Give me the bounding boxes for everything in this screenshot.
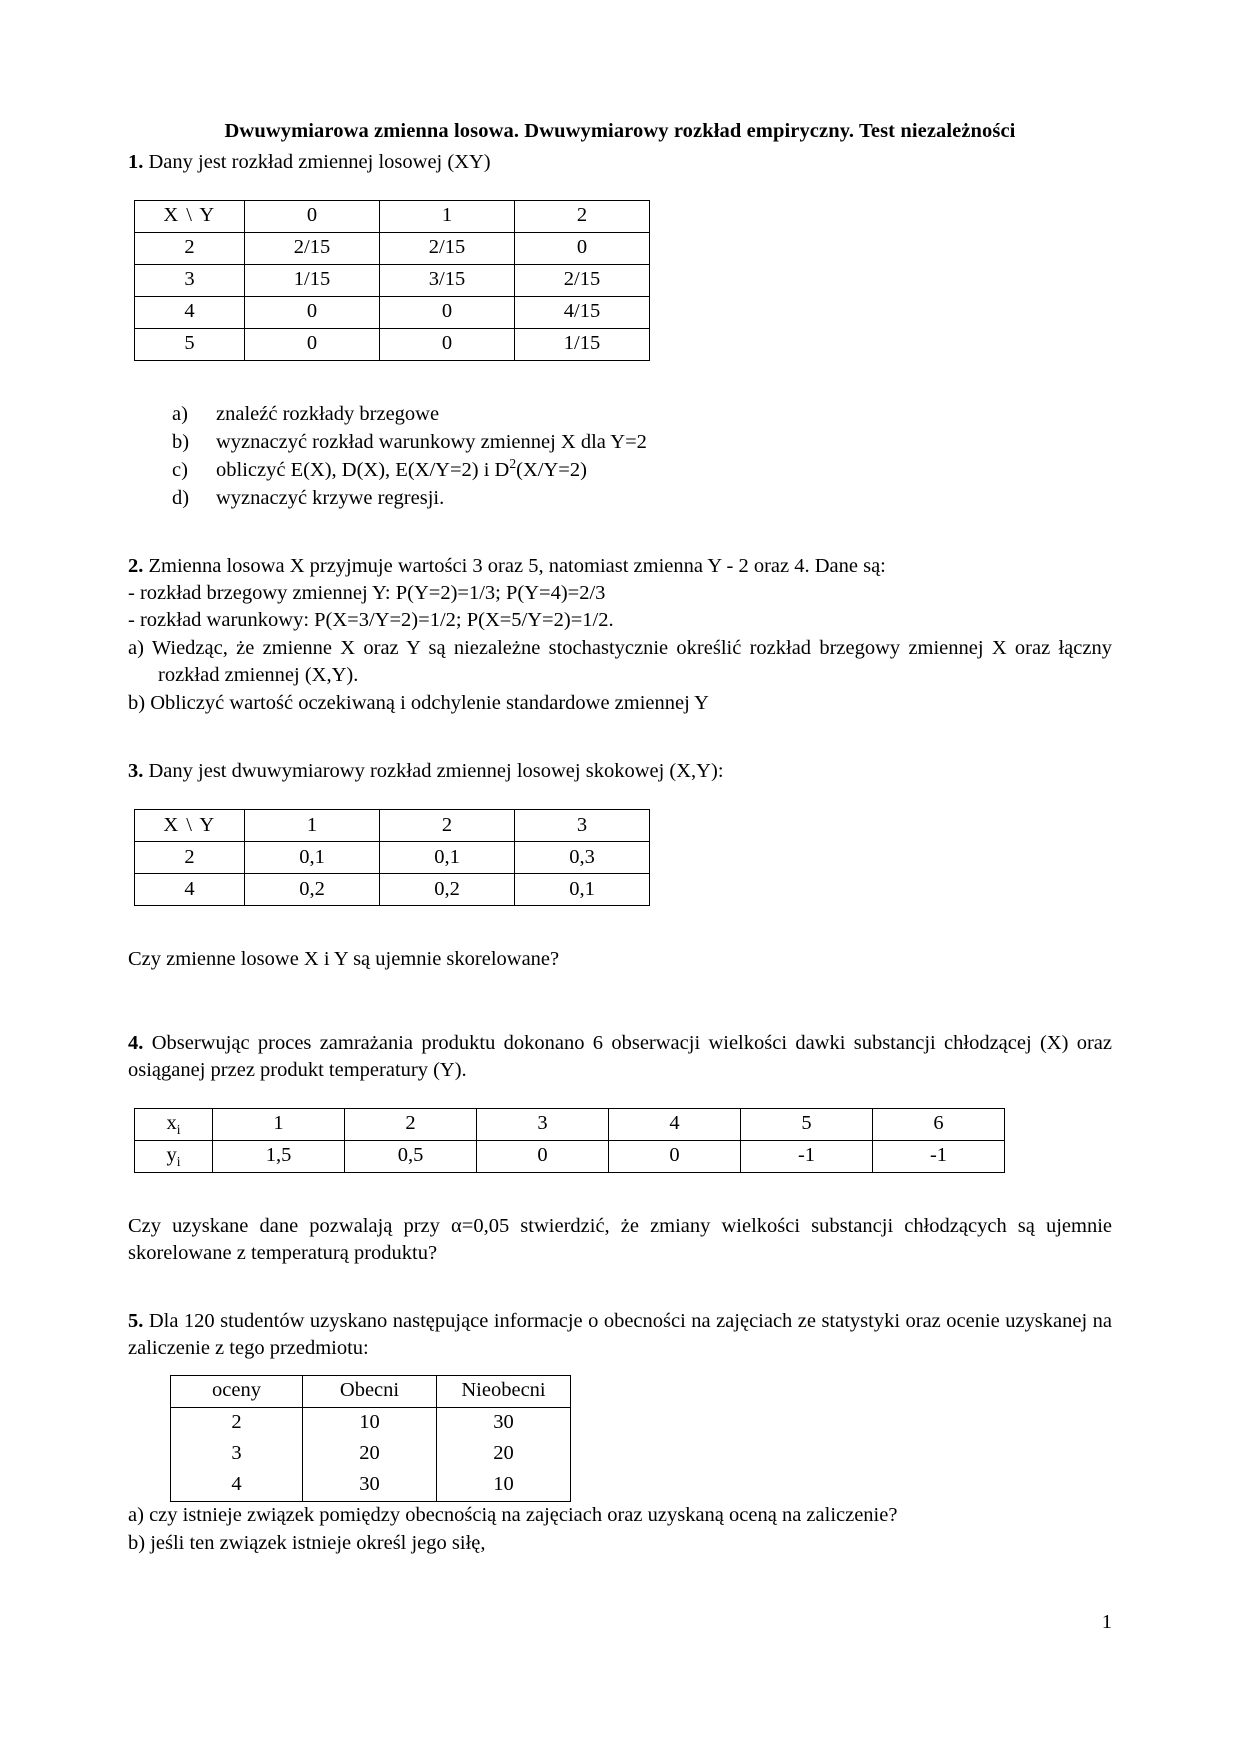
superscript-exponent: 2	[509, 456, 517, 472]
page-number: 1	[1101, 1611, 1112, 1633]
section-4-number: 4.	[128, 1031, 144, 1054]
table-header-cell: 1	[245, 810, 380, 842]
table-cell: 10	[303, 1408, 437, 1440]
section-1-heading	[128, 149, 1112, 176]
section-2-item-b	[128, 690, 1112, 718]
list-item-label: wyznaczyć rozkład warunkowy zmiennej X dla Y=2	[216, 431, 647, 454]
table-cell: 3	[477, 1109, 609, 1141]
section-4-heading	[128, 1030, 1112, 1085]
section-3-question: Czy zmienne losowe X i Y są ujemnie skorelowane?	[128, 948, 560, 971]
table-cell: 2/15	[515, 265, 650, 297]
table-cell: 20	[303, 1439, 437, 1470]
section-1-text: Dany jest rozkład zmiennej losowej (XY)	[148, 151, 491, 174]
table-cell: 0,1	[245, 842, 380, 874]
section-5-item-a	[128, 1502, 1112, 1530]
table-cell: 0	[245, 297, 380, 329]
table-cell: 20	[437, 1439, 571, 1470]
list-item-label: jeśli ten związek istnieje określ jego siłę,	[150, 1532, 486, 1555]
section-3-heading	[128, 758, 1112, 785]
table-cell: 4	[171, 1470, 303, 1502]
table-cell: 0,2	[245, 874, 380, 906]
table-cell: 2	[135, 842, 245, 874]
section-2-heading	[128, 553, 1112, 580]
table-cell: 5	[741, 1109, 873, 1141]
row-label-xi: $x_i$	[135, 1109, 213, 1141]
list-item	[172, 429, 1112, 457]
table-cell: 0	[477, 1141, 609, 1173]
table-cell: 4	[609, 1109, 741, 1141]
table-row	[135, 842, 650, 874]
table-cell: 0	[609, 1141, 741, 1173]
list-item-label: Obliczyć wartość oczekiwaną i odchylenie standardowe zmiennej Y	[150, 692, 709, 715]
list-item-label-pre: obliczyć E(X), D(X), E(X/Y=2) i D	[216, 459, 510, 482]
table-header-cell: 1	[380, 201, 515, 233]
table-cell: 1	[213, 1109, 345, 1141]
table-row	[135, 297, 650, 329]
table-cell: 0,2	[380, 874, 515, 906]
list-marker: a)	[172, 403, 188, 426]
section-2-line-2: - rozkład warunkowy: P(X=3/Y=2)=1/2; P(X=5/Y=2)=1/2.	[128, 609, 614, 632]
section-1-item-list	[128, 401, 1112, 513]
list-item-label: czy istnieje związek pomiędzy obecnością na zajęciach oraz uzyskaną oceną na zaliczenie?	[149, 1504, 898, 1527]
table-cell: 30	[437, 1408, 571, 1440]
table-header-cell: oceny	[171, 1376, 303, 1408]
section-4-question	[128, 1213, 1112, 1268]
table-cell: 0	[380, 297, 515, 329]
table-header-cell: X \ Y	[135, 810, 245, 842]
subscript-i: i	[176, 1154, 181, 1170]
table-header-cell: Nieobecni	[437, 1376, 571, 1408]
table-header-cell: 2	[515, 201, 650, 233]
table-header-cell: X \ Y	[135, 201, 245, 233]
table-header-cell: 0	[245, 201, 380, 233]
list-marker: a)	[128, 636, 144, 659]
table-cell: 4	[135, 297, 245, 329]
section-2-line-1: - rozkład brzegowy zmiennej Y: P(Y=2)=1/3; P(Y=4)=2/3	[128, 582, 606, 605]
table-cell: 2/15	[245, 233, 380, 265]
table-cell: 3	[171, 1439, 303, 1470]
alpha-value: α=0,05	[451, 1215, 510, 1238]
table-distribution-1	[134, 200, 650, 361]
table-cell: 0,1	[515, 874, 650, 906]
table-cell: 1/15	[245, 265, 380, 297]
section-5-item-b	[128, 1530, 1112, 1558]
row-label-yi: $y_i$	[135, 1141, 213, 1173]
list-marker: b)	[128, 1532, 146, 1555]
table-header-cell: 2	[380, 810, 515, 842]
page-title: Dwuwymiarowa zmienna losowa. Dwuwymiarowy rozkład empiryczny. Test niezależności	[224, 120, 1016, 142]
list-marker: a)	[128, 1504, 144, 1527]
list-marker: d)	[172, 486, 190, 509]
table-cell: 10	[437, 1470, 571, 1502]
table-cell: -1	[741, 1141, 873, 1173]
list-marker: c)	[172, 459, 188, 482]
table-cell: 6	[873, 1109, 1005, 1141]
list-marker: b)	[172, 431, 190, 454]
table-cell: 0	[245, 329, 380, 361]
section-5-text: Dla 120 studentów uzyskano następujące informacje o obecności na zajęciach ze statystyki oraz ocenie uzyskanej na zaliczenie z tego przedmiotu:	[128, 1309, 1112, 1359]
table-observations-4	[134, 1108, 1005, 1173]
table-header-cell: 3	[515, 810, 650, 842]
table-header-row	[171, 1376, 571, 1408]
table-cell: 0	[515, 233, 650, 265]
table-header-row	[135, 201, 650, 233]
list-marker: b)	[128, 692, 146, 715]
section-1-number: 1.	[128, 151, 144, 174]
list-item-label: znaleźć rozkłady brzegowe	[216, 403, 440, 426]
table-cell: 0,5	[345, 1141, 477, 1173]
table-row	[135, 265, 650, 297]
table-cell: -1	[873, 1141, 1005, 1173]
section-3-number: 3.	[128, 760, 144, 783]
list-item	[172, 457, 1112, 485]
table-cell: 2	[171, 1408, 303, 1440]
table-grades-5	[170, 1375, 571, 1502]
table-cell: 4	[135, 874, 245, 906]
list-item-label: wyznaczyć krzywe regresji.	[216, 486, 445, 509]
section-4-question-pre: Czy uzyskane dane pozwalają przy	[128, 1215, 452, 1238]
table-header-cell: Obecni	[303, 1376, 437, 1408]
table-cell: 3/15	[380, 265, 515, 297]
section-3-text: Dany jest dwuwymiarowy rozkład zmiennej losowej skokowej (X,Y):	[148, 760, 724, 783]
table-row	[135, 233, 650, 265]
section-4-text: Obserwując proces zamrażania produktu dokonano 6 obserwacji wielkości dawki substancji chłodzącej (X) oraz osiąganej przez produkt temperatury (Y).	[128, 1031, 1112, 1081]
table-row	[135, 329, 650, 361]
table-row	[171, 1439, 571, 1470]
table-cell: 0,1	[380, 842, 515, 874]
table-cell: 0	[380, 329, 515, 361]
section-5-heading	[128, 1308, 1112, 1363]
list-item-label: Wiedząc, że zmienne X oraz Y są niezależne stochastycznie określić rozkład brzegowy zmiennej X oraz łączny rozkład zmiennej (X,Y).	[151, 636, 1112, 687]
table-distribution-3	[134, 809, 650, 906]
section-5-number: 5.	[128, 1309, 144, 1332]
table-row-y	[135, 1141, 1005, 1173]
section-4-question-post: stwierdzić, że zmiany wielkości substancji chłodzących są ujemnie skorelowane z temperaturą produktu?	[128, 1215, 1113, 1265]
table-cell: 2/15	[380, 233, 515, 265]
table-cell: 30	[303, 1470, 437, 1502]
table-cell: 3	[135, 265, 245, 297]
table-cell: 1/15	[515, 329, 650, 361]
table-header-row	[135, 810, 650, 842]
table-cell: 5	[135, 329, 245, 361]
table-cell: 2	[135, 233, 245, 265]
section-2-text: Zmienna losowa X przyjmuje wartości 3 oraz 5, natomiast zmienna Y - 2 oraz 4. Dane są:	[148, 554, 886, 577]
table-row-x	[135, 1109, 1005, 1141]
table-cell: 2	[345, 1109, 477, 1141]
list-item	[172, 485, 1112, 513]
table-cell: 1,5	[213, 1141, 345, 1173]
table-row	[171, 1470, 571, 1502]
section-2-number: 2.	[128, 554, 144, 577]
table-row	[171, 1408, 571, 1440]
section-2-item-a	[128, 635, 1112, 691]
table-cell: 0,3	[515, 842, 650, 874]
list-item	[172, 401, 1112, 429]
table-cell: 4/15	[515, 297, 650, 329]
table-row	[135, 874, 650, 906]
list-item-label-post: (X/Y=2)	[516, 459, 587, 482]
subscript-i: i	[176, 1122, 181, 1138]
